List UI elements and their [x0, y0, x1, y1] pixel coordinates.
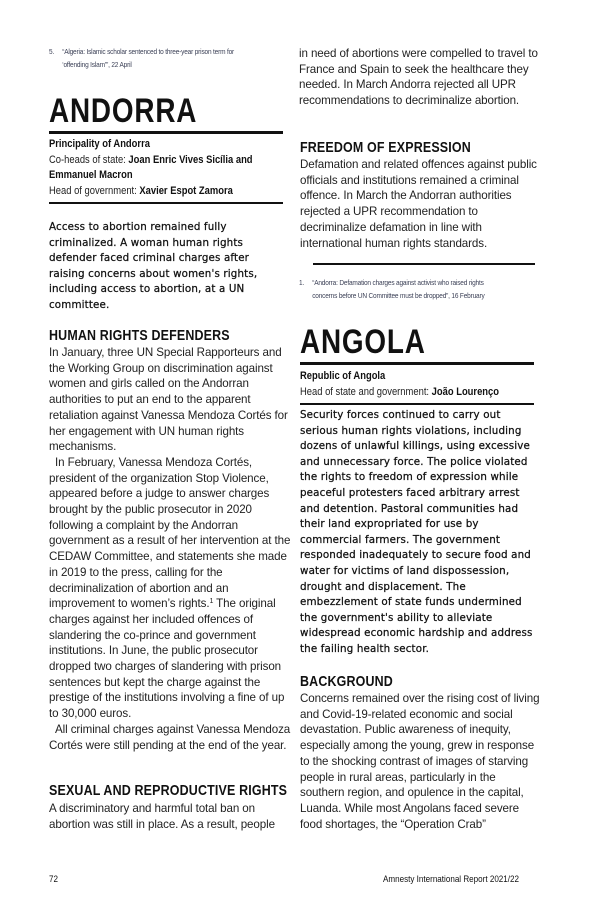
- background-paragraph-1: Concerns remained over the rising cost of living and Covid-19-related economic and social devastation. Public awareness of inequity, especially among the young, grew in response to the shocking contrast of images of starving people in rural areas, particularly in the southern region, and opulence in the capital, Luanda. While most Angolans faced severe food shortages, the “Operation Crab”: [300, 692, 540, 831]
- srr-paragraph-1: A discriminatory and harmful total ban on abortion was still in place. As a result, people: [49, 802, 275, 831]
- footnotes-rule: [313, 263, 535, 265]
- page-number: 72: [49, 874, 58, 885]
- hrd-paragraph-2: [49, 455, 291, 722]
- hrd-body: [49, 345, 291, 753]
- report-title-footer: Amnesty International Report 2021/22: [383, 874, 520, 885]
- country-title-andorra: ANDORRA: [49, 92, 198, 130]
- footnote-line-1: “Andorra: Defamation charges against activist who raised rights: [312, 278, 484, 287]
- continued-text: [299, 46, 539, 109]
- footnote-ref[interactable]: 1: [209, 598, 214, 606]
- andorra-summary: Access to abortion remained fully criminalized. A woman human rights defender faced criminal charges after raising concerns about women's rights, including access to abortion, at a UN committee.: [49, 221, 258, 311]
- foe-body: [300, 157, 540, 251]
- footnote-line-2: concerns before UN Committee must be dropped”, 16 February: [312, 290, 485, 300]
- official-name: Republic of Angola: [300, 370, 386, 382]
- gov-value: Xavier Espot Zamora: [139, 184, 233, 197]
- heading-sexual-reproductive-rights: SEXUAL AND REPRODUCTIVE RIGHTS: [49, 782, 288, 799]
- heading-human-rights-defenders: HUMAN RIGHTS DEFENDERS: [49, 327, 230, 344]
- angola-top-rule: [300, 362, 534, 365]
- country-title-angola: ANGOLA: [300, 323, 426, 361]
- heads-label: Co-heads of state:: [49, 153, 129, 166]
- hrd-paragraph-2-cont: The original charges against her included offences of slandering the co-prince and government institutions. In June, the public prosecutor dropped two charges of slandering with prison sentences but kept the charge against the prestige of the institutions involving a fine of up to 30,000 euros.: [49, 597, 285, 721]
- angola-summary: Security forces continued to carry out serious human rights violations, including dozens of unlawful killings, using excessive and unnecessary force. The police violated the rights to freedom of expression while peaceful protesters faced arbitrary arrest and detention. Pastoral communities had their land expropriated for use by commercial farmers. The government responded inadequately to secure food and water for victims of land dispossession, drought and displacement. The embezzlement of state funds undermined the government's ability to alleviate widespread economic hardship and address the failing health sector.: [300, 409, 533, 655]
- hrd-paragraph-2-text: In February, Vanessa Mendoza Cortés, president of the organization Stop Violence, appeared before a judge to answer charges brought by the public prosecutor in 2020 following a complaint by the Andorran government as a result of her intervention at the CEDAW Committee, and statements she made in 2019 to the press, calling for the decriminalization of abortion and an improvement to women’s rights.: [49, 455, 291, 611]
- head-value: João Lourenço: [431, 385, 500, 398]
- andorra-top-rule: [49, 131, 283, 134]
- footnote-text: [62, 46, 326, 71]
- gov-label: Head of government:: [49, 184, 140, 197]
- heading-background: BACKGROUND: [300, 673, 393, 690]
- andorra-meta-rule: [49, 202, 283, 204]
- footnote-text: [312, 277, 576, 302]
- heading-freedom-of-expression: FREEDOM OF EXPRESSION: [300, 139, 471, 156]
- background-body: [300, 691, 542, 832]
- hrd-paragraph-3: All criminal charges against Vanessa Mendoza Cortés were still pending at the end of the year.: [49, 722, 291, 752]
- heads-value-2: Emmanuel Macron: [49, 169, 133, 181]
- andorra-meta: [49, 137, 293, 199]
- official-name: Principality of Andorra: [49, 138, 150, 150]
- footnote-number: 1.: [299, 278, 305, 287]
- continued-paragraph: in need of abortions were compelled to travel to France and Spain to seek the healthcare they needed. In March Andorra rejected all UPR recommendations to decriminalize abortion.: [299, 47, 538, 108]
- head-label: Head of state and government:: [300, 385, 432, 398]
- footnote-line-1: “Algeria: Islamic scholar sentenced to three-year prison term for: [62, 47, 235, 56]
- footnote-number: 5.: [49, 47, 55, 56]
- heads-value: Joan Enric Vives Sicília and: [128, 153, 253, 166]
- footnote-line-2: ‘offending Islam’”, 22 April: [62, 59, 132, 69]
- hrd-paragraph-1: In January, three UN Special Rapporteurs and the Working Group on discrimination against women and girls called on the Andorran authorities to put an end to the apparent retaliation against Vanessa Mendoza Cortés for her engagement with UN human rights mechanisms.: [49, 346, 288, 454]
- foe-paragraph-1: Defamation and related offences against public officials and institutions remained a criminal offence. In March the Andorran authorities rejected a UPR recommendation to decriminalize defamation in line with international human rights standards.: [300, 158, 537, 250]
- angola-meta-rule: [300, 403, 534, 405]
- angola-meta: [300, 369, 544, 400]
- srr-body: [49, 801, 291, 832]
